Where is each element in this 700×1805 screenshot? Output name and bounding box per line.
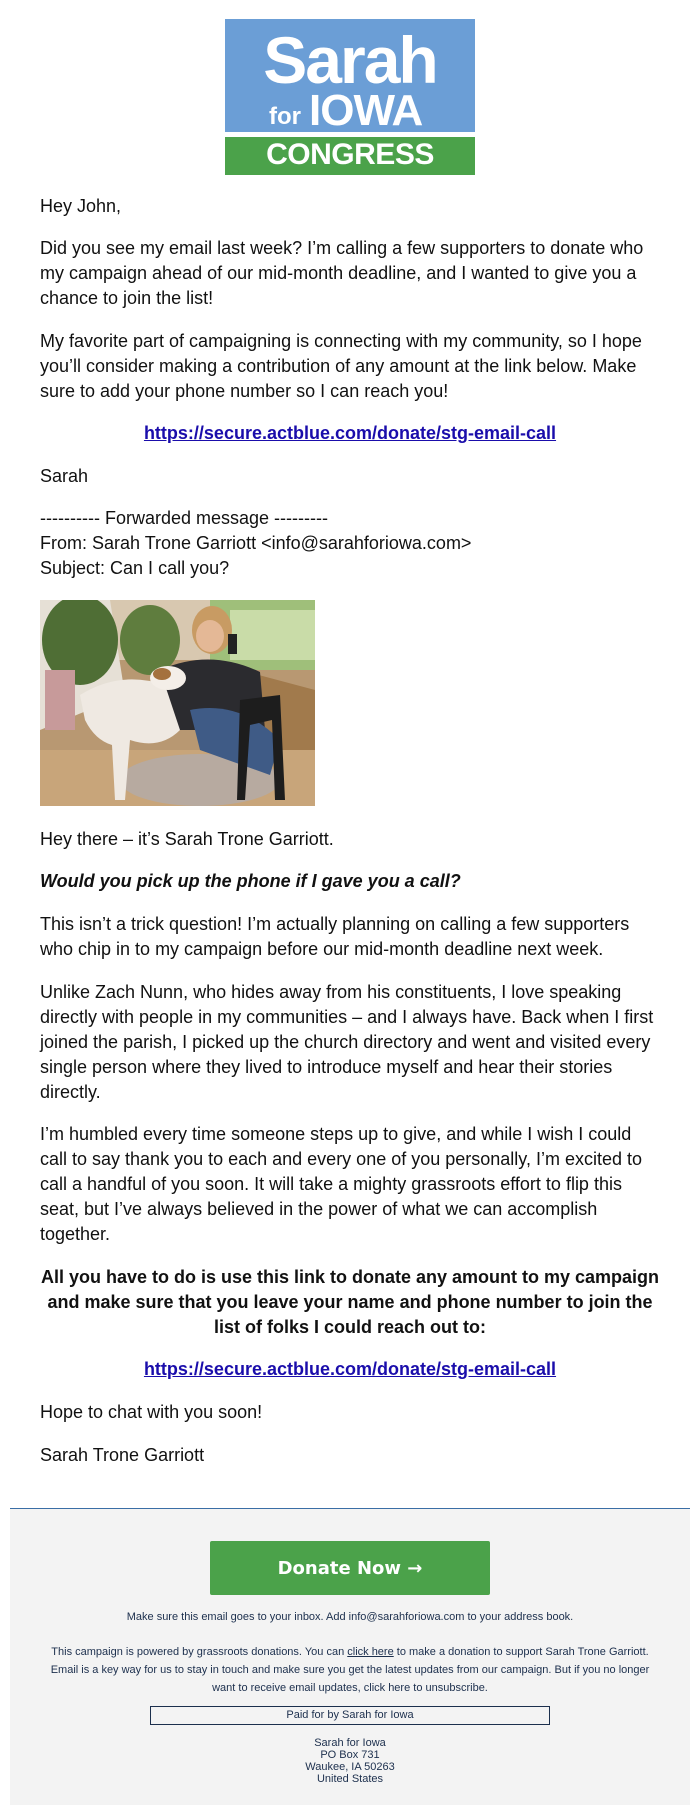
signature: Sarah Trone Garriott: [40, 1445, 205, 1465]
paragraph-4: Unlike Zach Nunn, who hides away from his constituents, I love speaking directly with people in my communities – and I always have. Back when I first joined the parish, I picked up the church directory and went and visited every single person where they lived to introduce myself and hear their stories directly.: [40, 982, 654, 1102]
logo-for-text: for: [269, 103, 301, 130]
address-line: Waukee, IA 50263: [305, 1761, 395, 1773]
donate-link-1-wrap: [40, 421, 660, 446]
powered-pre: This campaign is powered by grassroots donations. You can: [51, 1646, 348, 1658]
logo-bottom-block: [225, 137, 475, 175]
paragraph-5: I’m humbled every time someone steps up to give, and while I wish I could call to say thank you to each and every one of you personally, I’m excited to call a handful of you soon. It will take a mighty grassroots effort to flip this seat, but I’ve always believed in the power of what we can accomplish together.: [40, 1124, 643, 1244]
logo-subtitle-text: CONGRESS: [266, 138, 434, 171]
forward-from: From: Sarah Trone Garriott <info@sarahforiowa.com>: [40, 533, 472, 553]
click-here-link[interactable]: click here: [347, 1646, 394, 1658]
greeting: Hey John,: [40, 196, 122, 216]
mailing-address: [40, 1737, 660, 1785]
donate-link-2[interactable]: https://secure.actblue.com/donate/stg-email-call: [143, 1359, 557, 1379]
address-line: Sarah for Iowa: [314, 1737, 386, 1749]
intro-line: Hey there – it’s Sarah Trone Garriott.: [40, 829, 334, 849]
address-line: PO Box 731: [320, 1749, 380, 1761]
paragraph-2: My favorite part of campaigning is connecting with my community, so I hope you’ll consider making a contribution of any amount at the link below. Make sure to add your phone number so I can reach you!: [40, 331, 642, 401]
paid-for-box: Paid for by Sarah for Iowa: [150, 1706, 550, 1725]
powered-by-text: [40, 1643, 660, 1697]
address-line: United States: [316, 1773, 384, 1785]
paragraph-1: Did you see my email last week? I’m calling a few supporters to donate who my campaign ahead of our mid-month deadline, and I wanted to give you a chance to join the list!: [40, 238, 644, 308]
campaign-logo: [225, 19, 475, 175]
inbox-note: Make sure this email goes to your inbox. Add info@sarahforiowa.com to your address book.: [126, 1611, 574, 1623]
donate-link-1[interactable]: https://secure.actblue.com/donate/stg-email-call: [143, 423, 557, 443]
closing-line: Hope to chat with you soon!: [40, 1402, 263, 1422]
signoff-sarah: Sarah: [40, 466, 89, 486]
donate-link-2-wrap: [40, 1357, 660, 1382]
question-heading: Would you pick up the phone if I gave you a call?: [40, 871, 461, 891]
powered-post: to make a donation to support Sarah Trone Garriott. Email is a key way for us to stay in touch and make sure you get the latest updates from our campaign. But if you no longer want to receive email updates, click here to unsubscribe.: [50, 1646, 650, 1694]
call-to-action: All you have to do is use this link to donate any amount to my campaign and make sure that you leave your name and phone number to join the list of folks I could reach out to:: [40, 1267, 660, 1337]
logo-state-text: IOWA: [309, 86, 423, 135]
forward-subject: Subject: Can I call you?: [40, 558, 230, 578]
campaign-photo: [40, 600, 315, 806]
logo-name-text: Sarah: [263, 23, 437, 97]
logo-top-block: [225, 19, 475, 135]
forward-line: ---------- Forwarded message ---------: [40, 508, 328, 528]
paragraph-3: This isn’t a trick question! I’m actually planning on calling a few supporters who chip in to my campaign before our mid-month deadline next week.: [40, 914, 630, 959]
donate-now-button[interactable]: Donate Now →: [210, 1541, 490, 1595]
